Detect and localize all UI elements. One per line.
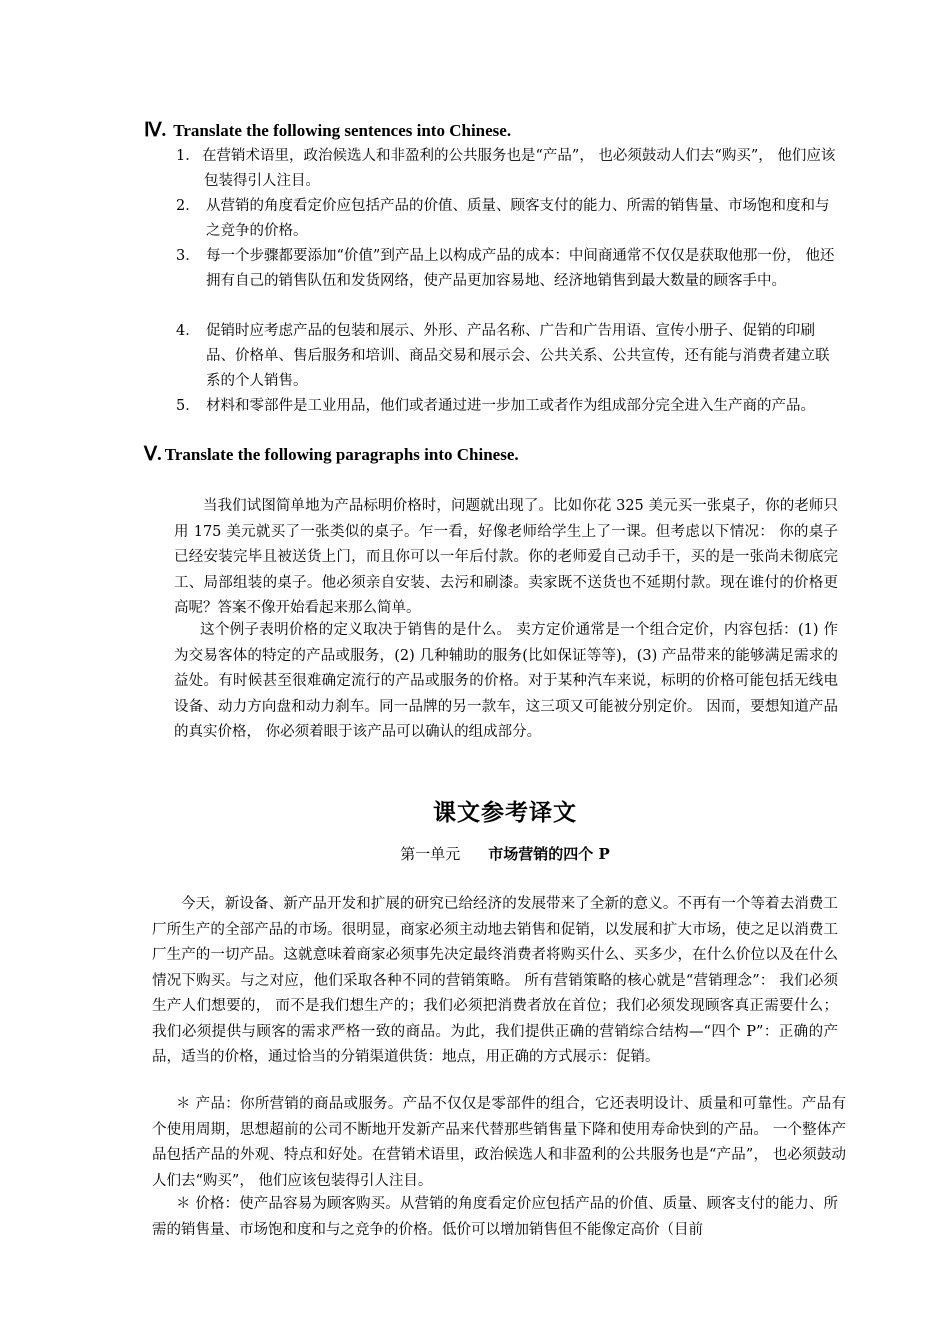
item-number: 1． bbox=[176, 148, 200, 164]
item-text: 材料和零部件是工业用品，他们或者通过进一步加工或者作为组成部分完全进入生产商的产品。 bbox=[206, 398, 815, 414]
section-4-numeral: Ⅳ. bbox=[144, 120, 167, 141]
paragraph: 今天，新设备、新产品开发和扩展的研究已给经济的发展带来了全新的意义。不再有一个等着去消费工厂所生产的全部产品的市场。很明显，商家必须主动地去销售和促销，以发展和扩大市场，使之足以消费工厂生产的一切产品。这就意味着商家必须事先决定最终消费者将购买什么、买多少，在什么价位以及在什么情况下购买。与之对应，他们采取各种不同的营销策略。 所有营销策略的核心就是“营销理念”： 我们必须生产人们想要的， 而不是我们想生产的；我们必须把消费者放在首位；我们必须发现顾客真正需要什么；我们必须提供与顾客的需求严格一致的商品。为此，我们提供正确的营销综合结构—“四个 P”：正确的产品，适当的价格，通过恰当的分销渠道供货：地点，用正确的方式展示：促销。 bbox=[152, 896, 838, 1065]
paragraph: ＊ 产品：你所营销的商品或服务。产品不仅仅是零部件的组合，它还表明设计、质量和可靠性。产品有个使用周期，思想超前的公司不断地开发新产品来代替那些销售量下降和使用寿命快到的产品。 一个整体产品包括产品的外观、特点和好处。在营销术语里，政治候选人和非盈利的公共服务也是“产品”， 也必须鼓动人们去“购买”， 他们应该包装得引人注目。 bbox=[152, 1096, 846, 1189]
item-text: 从营销的角度看定价应包括产品的价值、质量、顾客支付的能力、所需的销售量、市场饱和度和与之竞争的价格。 bbox=[206, 198, 830, 239]
section-5-numeral: Ⅴ. bbox=[144, 444, 162, 465]
item-number: 2． bbox=[176, 198, 200, 214]
list-item bbox=[176, 244, 840, 294]
item-text: 促销时应考虑产品的包装和展示、外形、产品名称、广告和广告用语、宣传小册子、促销的印刷品、价格单、售后服务和培训、商品交易和展示会、公共关系、公共宣传，还有能与消费者建立联系的个人销售。 bbox=[206, 323, 830, 389]
list-item bbox=[176, 319, 840, 394]
item-text: 每一个步骤都要添加“价值”到产品上以构成产品的成本：中间商通常不仅仅是获取他那一份， 他还拥有自己的销售队伍和发货网络，使产品更加容易地、经济地销售到最大数量的顾客手中。 bbox=[206, 248, 835, 289]
section-5-title: Translate the following paragraphs into Chinese. bbox=[164, 445, 519, 464]
page-title: 课文参考译文 bbox=[433, 799, 577, 826]
unit-subtitle bbox=[0, 842, 950, 866]
paragraph: 当我们试图简单地为产品标明价格时，问题就出现了。比如你花 325 美元买一张桌子，你的老师只用 175 美元就买了一张类似的桌子。乍一看，好像老师给学生上了一课。但考虑以下情况： 你的桌子已经安装完毕且被送货上门，而且你可以一年后付款。你的老师爱自己动手干，买的是一张尚未彻底完工、局部组装的桌子。他必须亲自安装、去污和刷漆。卖家既不送货也不延期付款。现在谁付的价格更高呢？答案不像开始看起来那么简单。 bbox=[174, 498, 838, 616]
paragraph: ＊ 价格：使产品容易为顾客购买。从营销的角度看定价应包括产品的价值、质量、顾客支付的能力、所需的销售量、市场饱和度和与之竞争的价格。低价可以增加销售但不能像定高价（目前 bbox=[152, 1196, 838, 1238]
paragraph: 这个例子表明价格的定义取决于销售的是什么。 卖方定价通常是一个组合定价，内容包括：(1) 作为交易客体的特定的产品或服务，(2) 几种辅助的服务(比如保证等等)，(3) 产品带来的能够满足需求的益处。有时候甚至很难确定流行的产品或服务的价格。对于某种汽车来说，标明的价格可能包括无线电设备、动力方向盘和动力刹车。同一品牌的另一款车，这三项又可能被分别定价。 因而，要想知道产品的真实价格， 你必须着眼于该产品可以确认的组成部分。 bbox=[174, 622, 838, 740]
list-item bbox=[176, 194, 840, 244]
section-4-heading bbox=[144, 119, 511, 143]
item-number: 5． bbox=[176, 398, 200, 414]
item-text: 在营销术语里，政治候选人和非盈利的公共服务也是“产品”， 也必须鼓动人们去“购买”， 他们应该包装得引人注目。 bbox=[202, 148, 836, 189]
item-number: 3． bbox=[176, 248, 200, 264]
unit-label: 第一单元 bbox=[400, 845, 461, 863]
list-item bbox=[176, 394, 840, 419]
section-4-title: Translate the following sentences into Chinese. bbox=[173, 121, 512, 140]
section-5-heading bbox=[144, 443, 519, 467]
list-item bbox=[176, 144, 840, 194]
item-number: 4． bbox=[176, 323, 200, 339]
unit-title: 市场营销的四个 P bbox=[488, 845, 610, 863]
